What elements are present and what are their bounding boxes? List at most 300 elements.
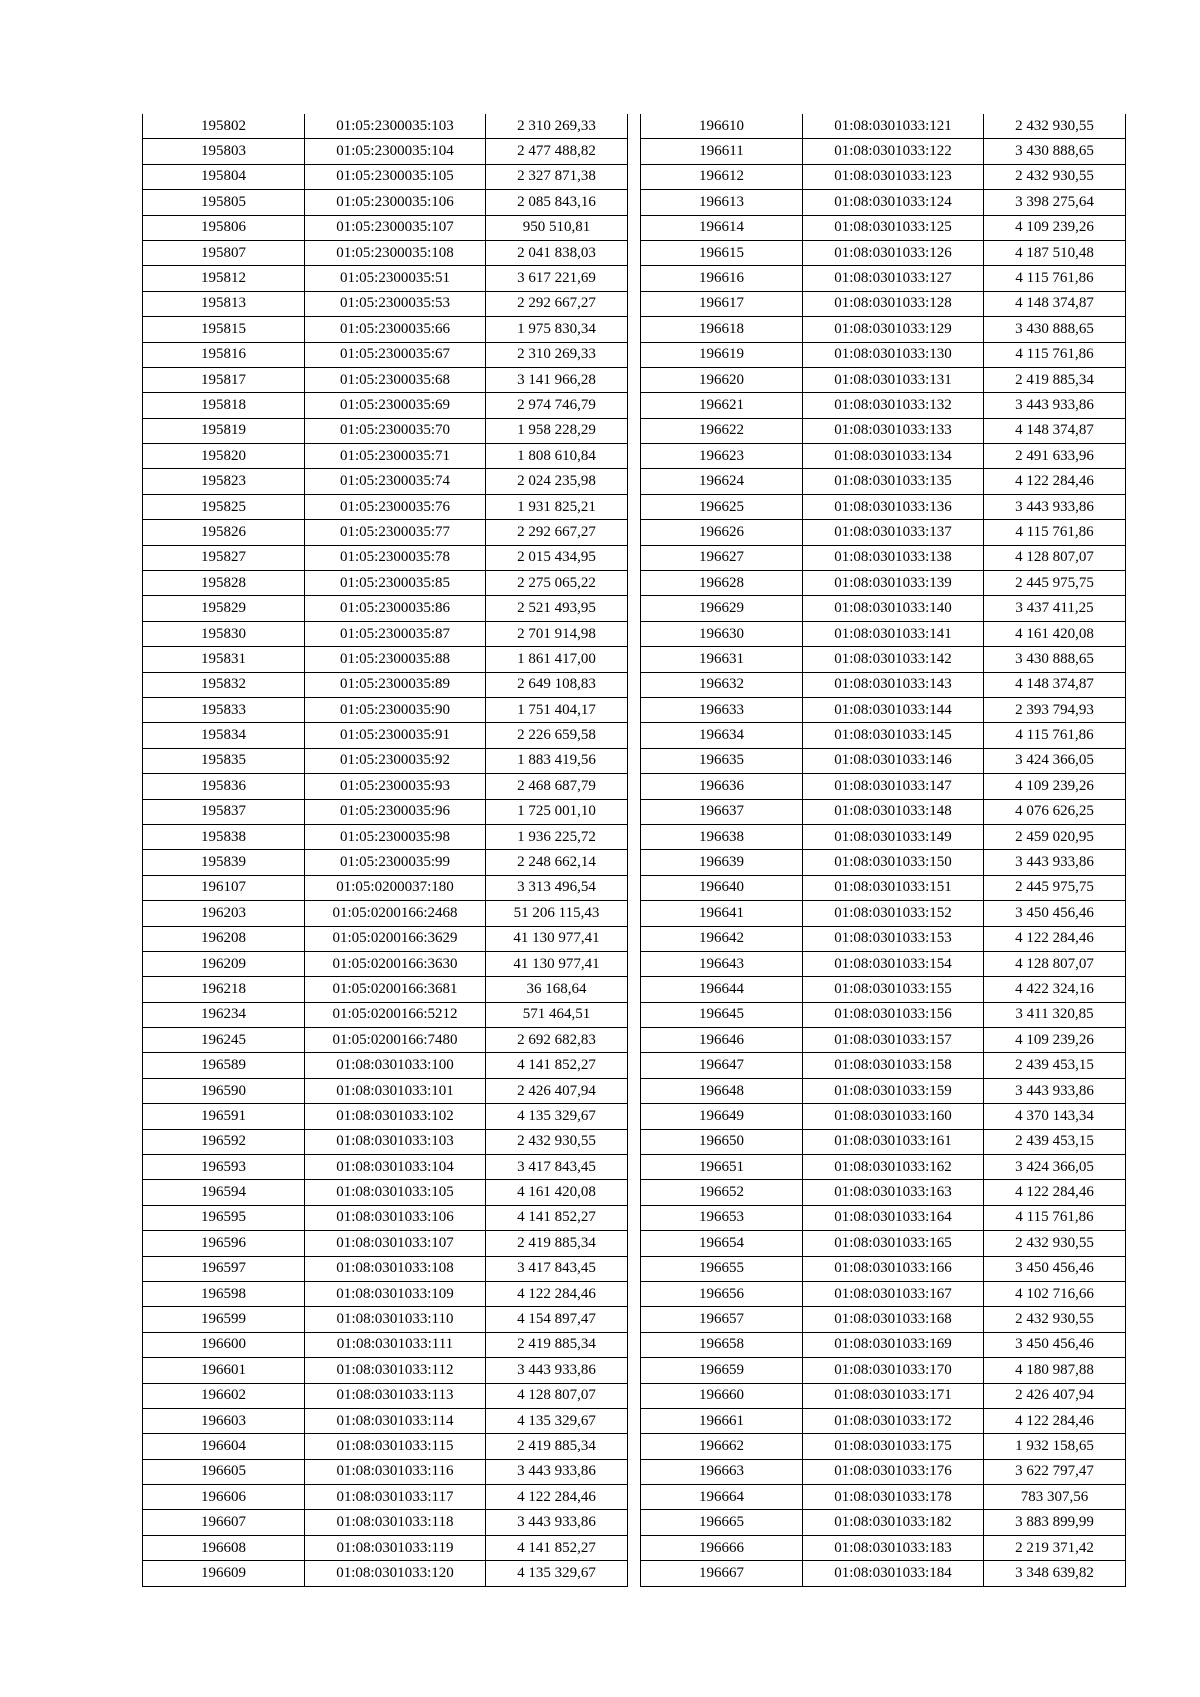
amount-cell: 2 024 235,98: [486, 469, 628, 494]
cadastral-number-cell: 01:08:0301033:150: [803, 850, 984, 875]
cadastral-number-cell: 01:08:0301033:153: [803, 926, 984, 951]
table-row: [641, 951, 1126, 976]
cadastral-number-cell: 01:08:0301033:120: [305, 1561, 486, 1586]
cadastral-number-cell: 01:08:0301033:144: [803, 697, 984, 722]
table-row: [641, 1510, 1126, 1535]
amount-cell: 4 122 284,46: [984, 1180, 1126, 1205]
cadastral-number-cell: 01:05:2300035:51: [305, 266, 486, 291]
record-number-cell: 196637: [641, 799, 803, 824]
ledger-table-body: [641, 114, 1126, 1586]
amount-cell: 4 180 987,88: [984, 1358, 1126, 1383]
table-row: [143, 317, 628, 342]
cadastral-number-cell: 01:08:0301033:110: [305, 1307, 486, 1332]
cadastral-number-cell: 01:08:0301033:130: [803, 342, 984, 367]
table-row: [143, 1408, 628, 1433]
amount-cell: 2 226 659,58: [486, 723, 628, 748]
record-number-cell: 195831: [143, 647, 305, 672]
amount-cell: 2 248 662,14: [486, 850, 628, 875]
cadastral-number-cell: 01:08:0301033:127: [803, 266, 984, 291]
amount-cell: 2 491 633,96: [984, 444, 1126, 469]
table-row: [143, 367, 628, 392]
record-number-cell: 196656: [641, 1281, 803, 1306]
cadastral-number-cell: 01:08:0301033:183: [803, 1535, 984, 1560]
table-row: [143, 1155, 628, 1180]
table-row: [143, 1535, 628, 1560]
cadastral-number-cell: 01:08:0301033:165: [803, 1231, 984, 1256]
amount-cell: 4 161 420,08: [486, 1180, 628, 1205]
amount-cell: 1 931 825,21: [486, 494, 628, 519]
table-row: [641, 469, 1126, 494]
amount-cell: 3 443 933,86: [984, 1078, 1126, 1103]
cadastral-number-cell: 01:08:0301033:118: [305, 1510, 486, 1535]
cadastral-number-cell: 01:08:0301033:137: [803, 520, 984, 545]
amount-cell: 2 327 871,38: [486, 164, 628, 189]
record-number-cell: 196600: [143, 1332, 305, 1357]
amount-cell: 3 617 221,69: [486, 266, 628, 291]
record-number-cell: 196667: [641, 1561, 803, 1586]
table-row: [641, 1383, 1126, 1408]
record-number-cell: 195820: [143, 444, 305, 469]
record-number-cell: 195837: [143, 799, 305, 824]
record-number-cell: 195802: [143, 114, 305, 139]
table-row: [143, 697, 628, 722]
amount-cell: 2 432 930,55: [984, 114, 1126, 139]
record-number-cell: 195819: [143, 418, 305, 443]
record-number-cell: 196627: [641, 545, 803, 570]
record-number-cell: 196107: [143, 875, 305, 900]
table-row: [143, 1028, 628, 1053]
cadastral-number-cell: 01:08:0301033:157: [803, 1028, 984, 1053]
amount-cell: 4 122 284,46: [486, 1281, 628, 1306]
cadastral-number-cell: 01:05:0200166:5212: [305, 1002, 486, 1027]
amount-cell: 2 275 065,22: [486, 571, 628, 596]
cadastral-number-cell: 01:05:2300035:90: [305, 697, 486, 722]
table-row: [143, 1104, 628, 1129]
cadastral-number-cell: 01:05:0200166:3681: [305, 977, 486, 1002]
cadastral-number-cell: 01:08:0301033:124: [803, 190, 984, 215]
amount-cell: 4 115 761,86: [984, 1205, 1126, 1230]
table-row: [143, 418, 628, 443]
table-row: [143, 748, 628, 773]
cadastral-number-cell: 01:05:2300035:77: [305, 520, 486, 545]
amount-cell: 4 135 329,67: [486, 1408, 628, 1433]
table-row: [641, 571, 1126, 596]
table-row: [641, 1459, 1126, 1484]
amount-cell: 3 443 933,86: [984, 494, 1126, 519]
table-row: [641, 1434, 1126, 1459]
amount-cell: 950 510,81: [486, 215, 628, 240]
amount-cell: 2 432 930,55: [984, 1231, 1126, 1256]
amount-cell: 2 692 682,83: [486, 1028, 628, 1053]
record-number-cell: 196613: [641, 190, 803, 215]
record-number-cell: 196657: [641, 1307, 803, 1332]
record-number-cell: 196594: [143, 1180, 305, 1205]
table-row: [143, 1383, 628, 1408]
amount-cell: 4 148 374,87: [984, 291, 1126, 316]
amount-cell: 4 128 807,07: [984, 545, 1126, 570]
amount-cell: 783 307,56: [984, 1485, 1126, 1510]
amount-cell: 2 432 930,55: [984, 164, 1126, 189]
table-row: [641, 342, 1126, 367]
table-row: [641, 901, 1126, 926]
table-row: [641, 977, 1126, 1002]
cadastral-number-cell: 01:08:0301033:138: [803, 545, 984, 570]
table-row: [143, 901, 628, 926]
table-row: [641, 1307, 1126, 1332]
record-number-cell: 196611: [641, 139, 803, 164]
record-number-cell: 196591: [143, 1104, 305, 1129]
amount-cell: 4 122 284,46: [984, 1408, 1126, 1433]
record-number-cell: 195815: [143, 317, 305, 342]
amount-cell: 36 168,64: [486, 977, 628, 1002]
record-number-cell: 196635: [641, 748, 803, 773]
record-number-cell: 196614: [641, 215, 803, 240]
cadastral-number-cell: 01:08:0301033:182: [803, 1510, 984, 1535]
amount-cell: 4 128 807,07: [984, 951, 1126, 976]
amount-cell: 4 109 239,26: [984, 1028, 1126, 1053]
table-row: [143, 444, 628, 469]
amount-cell: 2 085 843,16: [486, 190, 628, 215]
record-number-cell: 195828: [143, 571, 305, 596]
cadastral-number-cell: 01:05:2300035:87: [305, 621, 486, 646]
amount-cell: 4 148 374,87: [984, 418, 1126, 443]
cadastral-number-cell: 01:08:0301033:129: [803, 317, 984, 342]
cadastral-number-cell: 01:08:0301033:105: [305, 1180, 486, 1205]
cadastral-number-cell: 01:08:0301033:143: [803, 672, 984, 697]
cadastral-number-cell: 01:08:0301033:162: [803, 1155, 984, 1180]
amount-cell: 2 701 914,98: [486, 621, 628, 646]
amount-cell: 2 419 885,34: [486, 1231, 628, 1256]
table-row: [143, 1358, 628, 1383]
record-number-cell: 196622: [641, 418, 803, 443]
record-number-cell: 195830: [143, 621, 305, 646]
cadastral-number-cell: 01:08:0301033:156: [803, 1002, 984, 1027]
cadastral-number-cell: 01:08:0301033:111: [305, 1332, 486, 1357]
amount-cell: 2 649 108,83: [486, 672, 628, 697]
amount-cell: 4 115 761,86: [984, 266, 1126, 291]
record-number-cell: 196660: [641, 1383, 803, 1408]
table-row: [641, 799, 1126, 824]
record-number-cell: 196652: [641, 1180, 803, 1205]
table-row: [641, 1155, 1126, 1180]
amount-cell: 4 076 626,25: [984, 799, 1126, 824]
amount-cell: 1 883 419,56: [486, 748, 628, 773]
record-number-cell: 196662: [641, 1434, 803, 1459]
table-row: [143, 215, 628, 240]
amount-cell: 2 477 488,82: [486, 139, 628, 164]
record-number-cell: 195825: [143, 494, 305, 519]
record-number-cell: 196648: [641, 1078, 803, 1103]
table-row: [641, 1078, 1126, 1103]
record-number-cell: 195823: [143, 469, 305, 494]
cadastral-number-cell: 01:05:2300035:98: [305, 824, 486, 849]
table-row: [143, 1561, 628, 1586]
amount-cell: 2 419 885,34: [486, 1332, 628, 1357]
amount-cell: 2 459 020,95: [984, 824, 1126, 849]
amount-cell: 41 130 977,41: [486, 951, 628, 976]
amount-cell: 2 219 371,42: [984, 1535, 1126, 1560]
table-row: [641, 1281, 1126, 1306]
record-number-cell: 196647: [641, 1053, 803, 1078]
amount-cell: 3 348 639,82: [984, 1561, 1126, 1586]
record-number-cell: 196234: [143, 1002, 305, 1027]
record-number-cell: 195803: [143, 139, 305, 164]
table-row: [143, 1002, 628, 1027]
amount-cell: 4 122 284,46: [984, 469, 1126, 494]
table-row: [143, 672, 628, 697]
table-row: [143, 951, 628, 976]
cadastral-number-cell: 01:08:0301033:163: [803, 1180, 984, 1205]
record-number-cell: 196590: [143, 1078, 305, 1103]
record-number-cell: 195816: [143, 342, 305, 367]
table-row: [641, 1256, 1126, 1281]
cadastral-number-cell: 01:05:2300035:86: [305, 596, 486, 621]
amount-cell: 4 109 239,26: [984, 774, 1126, 799]
table-row: [143, 774, 628, 799]
table-row: [641, 1485, 1126, 1510]
ledger-table-left: [142, 114, 628, 1587]
table-row: [641, 494, 1126, 519]
cadastral-number-cell: 01:05:0200166:3630: [305, 951, 486, 976]
amount-cell: 4 115 761,86: [984, 342, 1126, 367]
cadastral-number-cell: 01:05:2300035:76: [305, 494, 486, 519]
table-row: [143, 824, 628, 849]
record-number-cell: 196607: [143, 1510, 305, 1535]
table-row: [641, 596, 1126, 621]
table-row: [641, 1231, 1126, 1256]
amount-cell: 41 130 977,41: [486, 926, 628, 951]
amount-cell: 4 422 324,16: [984, 977, 1126, 1002]
table-row: [641, 647, 1126, 672]
record-number-cell: 196626: [641, 520, 803, 545]
table-row: [143, 1434, 628, 1459]
record-number-cell: 196610: [641, 114, 803, 139]
amount-cell: 1 751 404,17: [486, 697, 628, 722]
table-row: [143, 164, 628, 189]
cadastral-number-cell: 01:08:0301033:160: [803, 1104, 984, 1129]
record-number-cell: 196625: [641, 494, 803, 519]
cadastral-number-cell: 01:08:0301033:125: [803, 215, 984, 240]
cadastral-number-cell: 01:08:0301033:178: [803, 1485, 984, 1510]
record-number-cell: 196621: [641, 393, 803, 418]
cadastral-number-cell: 01:08:0301033:128: [803, 291, 984, 316]
cadastral-number-cell: 01:08:0301033:140: [803, 596, 984, 621]
amount-cell: 2 393 794,93: [984, 697, 1126, 722]
amount-cell: 3 430 888,65: [984, 139, 1126, 164]
record-number-cell: 195836: [143, 774, 305, 799]
record-number-cell: 196624: [641, 469, 803, 494]
table-row: [641, 393, 1126, 418]
record-number-cell: 195813: [143, 291, 305, 316]
record-number-cell: 196665: [641, 1510, 803, 1535]
cadastral-number-cell: 01:08:0301033:145: [803, 723, 984, 748]
cadastral-number-cell: 01:05:2300035:89: [305, 672, 486, 697]
table-row: [143, 545, 628, 570]
record-number-cell: 196638: [641, 824, 803, 849]
ledger-table-body: [143, 114, 628, 1586]
amount-cell: 2 041 838,03: [486, 240, 628, 265]
amount-cell: 3 424 366,05: [984, 1155, 1126, 1180]
amount-cell: 3 417 843,45: [486, 1256, 628, 1281]
table-row: [143, 291, 628, 316]
cadastral-number-cell: 01:08:0301033:132: [803, 393, 984, 418]
cadastral-number-cell: 01:08:0301033:166: [803, 1256, 984, 1281]
table-row: [143, 799, 628, 824]
table-row: [143, 1180, 628, 1205]
amount-cell: 3 883 899,99: [984, 1510, 1126, 1535]
cadastral-number-cell: 01:08:0301033:133: [803, 418, 984, 443]
cadastral-number-cell: 01:05:0200037:180: [305, 875, 486, 900]
table-row: [641, 875, 1126, 900]
table-row: [641, 774, 1126, 799]
record-number-cell: 196650: [641, 1129, 803, 1154]
cadastral-number-cell: 01:05:2300035:88: [305, 647, 486, 672]
record-number-cell: 196208: [143, 926, 305, 951]
table-row: [143, 1307, 628, 1332]
amount-cell: 4 187 510,48: [984, 240, 1126, 265]
cadastral-number-cell: 01:05:2300035:91: [305, 723, 486, 748]
amount-cell: 3 443 933,86: [984, 850, 1126, 875]
cadastral-number-cell: 01:05:2300035:103: [305, 114, 486, 139]
table-row: [641, 545, 1126, 570]
table-row: [143, 494, 628, 519]
table-row: [641, 1180, 1126, 1205]
table-row: [641, 1104, 1126, 1129]
cadastral-number-cell: 01:08:0301033:151: [803, 875, 984, 900]
cadastral-number-cell: 01:08:0301033:134: [803, 444, 984, 469]
cadastral-number-cell: 01:08:0301033:142: [803, 647, 984, 672]
record-number-cell: 196598: [143, 1281, 305, 1306]
cadastral-number-cell: 01:05:2300035:69: [305, 393, 486, 418]
record-number-cell: 196603: [143, 1408, 305, 1433]
table-row: [641, 1358, 1126, 1383]
cadastral-number-cell: 01:05:2300035:68: [305, 367, 486, 392]
cadastral-number-cell: 01:08:0301033:155: [803, 977, 984, 1002]
cadastral-number-cell: 01:08:0301033:167: [803, 1281, 984, 1306]
cadastral-number-cell: 01:08:0301033:117: [305, 1485, 486, 1510]
record-number-cell: 195839: [143, 850, 305, 875]
table-row: [143, 1256, 628, 1281]
record-number-cell: 195834: [143, 723, 305, 748]
amount-cell: 3 398 275,64: [984, 190, 1126, 215]
table-row: [641, 114, 1126, 139]
table-row: [641, 926, 1126, 951]
record-number-cell: 196629: [641, 596, 803, 621]
cadastral-number-cell: 01:05:2300035:107: [305, 215, 486, 240]
cadastral-number-cell: 01:08:0301033:122: [803, 139, 984, 164]
cadastral-number-cell: 01:05:2300035:70: [305, 418, 486, 443]
cadastral-number-cell: 01:08:0301033:161: [803, 1129, 984, 1154]
table-row: [641, 139, 1126, 164]
record-number-cell: 196642: [641, 926, 803, 951]
table-row: [641, 1205, 1126, 1230]
record-number-cell: 196599: [143, 1307, 305, 1332]
cadastral-number-cell: 01:08:0301033:171: [803, 1383, 984, 1408]
table-row: [641, 317, 1126, 342]
amount-cell: 4 370 143,34: [984, 1104, 1126, 1129]
amount-cell: 2 310 269,33: [486, 342, 628, 367]
cadastral-number-cell: 01:05:2300035:106: [305, 190, 486, 215]
cadastral-number-cell: 01:08:0301033:108: [305, 1256, 486, 1281]
cadastral-number-cell: 01:05:2300035:92: [305, 748, 486, 773]
cadastral-number-cell: 01:05:2300035:66: [305, 317, 486, 342]
cadastral-number-cell: 01:08:0301033:158: [803, 1053, 984, 1078]
amount-cell: 2 432 930,55: [486, 1129, 628, 1154]
record-number-cell: 196623: [641, 444, 803, 469]
record-number-cell: 195833: [143, 697, 305, 722]
record-number-cell: 196209: [143, 951, 305, 976]
table-row: [641, 240, 1126, 265]
table-row: [143, 1510, 628, 1535]
amount-cell: 4 102 716,66: [984, 1281, 1126, 1306]
record-number-cell: 196644: [641, 977, 803, 1002]
amount-cell: 4 115 761,86: [984, 723, 1126, 748]
record-number-cell: 195818: [143, 393, 305, 418]
cadastral-number-cell: 01:08:0301033:148: [803, 799, 984, 824]
table-row: [641, 621, 1126, 646]
amount-cell: 1 932 158,65: [984, 1434, 1126, 1459]
amount-cell: 3 437 411,25: [984, 596, 1126, 621]
amount-cell: 4 109 239,26: [984, 215, 1126, 240]
amount-cell: 3 443 933,86: [486, 1459, 628, 1484]
record-number-cell: 195807: [143, 240, 305, 265]
record-number-cell: 196661: [641, 1408, 803, 1433]
cadastral-number-cell: 01:08:0301033:149: [803, 824, 984, 849]
table-row: [143, 393, 628, 418]
table-row: [641, 723, 1126, 748]
table-row: [641, 190, 1126, 215]
cadastral-number-cell: 01:08:0301033:169: [803, 1332, 984, 1357]
cadastral-number-cell: 01:08:0301033:147: [803, 774, 984, 799]
cadastral-number-cell: 01:08:0301033:135: [803, 469, 984, 494]
record-number-cell: 196640: [641, 875, 803, 900]
cadastral-number-cell: 01:05:2300035:104: [305, 139, 486, 164]
amount-cell: 3 450 456,46: [984, 901, 1126, 926]
cadastral-number-cell: 01:08:0301033:114: [305, 1408, 486, 1433]
table-row: [143, 621, 628, 646]
amount-cell: 4 122 284,46: [486, 1485, 628, 1510]
amount-cell: 1 975 830,34: [486, 317, 628, 342]
record-number-cell: 196628: [641, 571, 803, 596]
amount-cell: 2 292 667,27: [486, 520, 628, 545]
cadastral-number-cell: 01:05:2300035:67: [305, 342, 486, 367]
cadastral-number-cell: 01:08:0301033:101: [305, 1078, 486, 1103]
amount-cell: 51 206 115,43: [486, 901, 628, 926]
table-row: [143, 571, 628, 596]
record-number-cell: 196666: [641, 1535, 803, 1560]
record-number-cell: 196601: [143, 1358, 305, 1383]
record-number-cell: 196632: [641, 672, 803, 697]
cadastral-number-cell: 01:08:0301033:141: [803, 621, 984, 646]
table-row: [143, 1459, 628, 1484]
table-row: [641, 1561, 1126, 1586]
amount-cell: 3 450 456,46: [984, 1256, 1126, 1281]
amount-cell: 3 622 797,47: [984, 1459, 1126, 1484]
cadastral-number-cell: 01:08:0301033:126: [803, 240, 984, 265]
amount-cell: 2 310 269,33: [486, 114, 628, 139]
cadastral-number-cell: 01:08:0301033:104: [305, 1155, 486, 1180]
cadastral-number-cell: 01:08:0301033:102: [305, 1104, 486, 1129]
record-number-cell: 196646: [641, 1028, 803, 1053]
record-number-cell: 195827: [143, 545, 305, 570]
table-row: [641, 850, 1126, 875]
amount-cell: 1 808 610,84: [486, 444, 628, 469]
amount-cell: 4 135 329,67: [486, 1561, 628, 1586]
ledger-table-right: [640, 114, 1126, 1587]
cadastral-number-cell: 01:08:0301033:113: [305, 1383, 486, 1408]
table-row: [143, 850, 628, 875]
table-row: [143, 647, 628, 672]
